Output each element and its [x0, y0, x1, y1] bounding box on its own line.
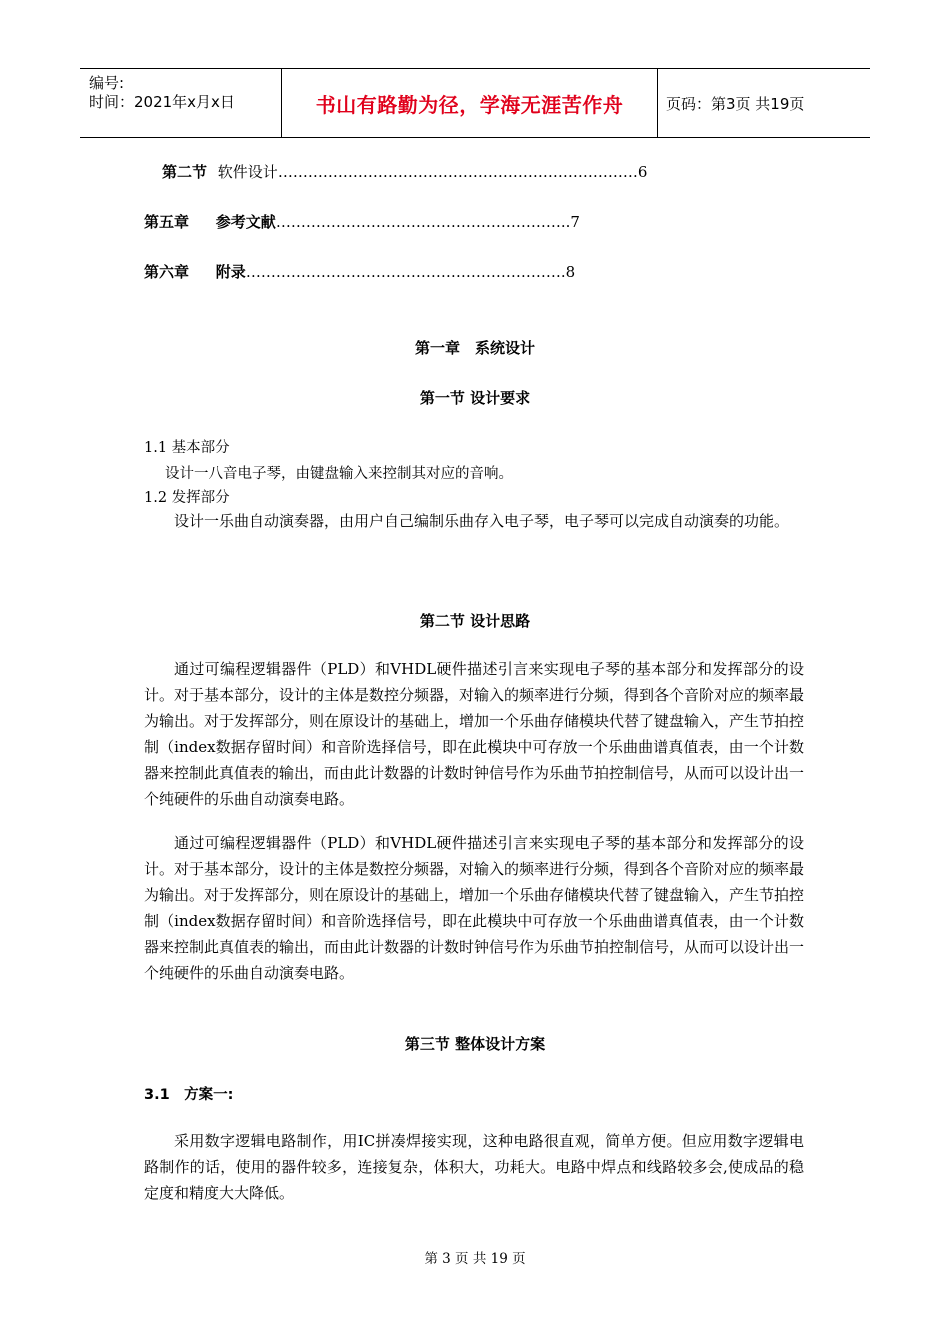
item-text-advanced: 设计一乐曲自动演奏器，由用户自己编制乐曲存入电子琴，电子琴可以完成自动演奏的功能。 [174, 512, 790, 530]
section-title-design-idea: 第二节 设计思路 [419, 612, 531, 630]
toc-dots: ………………………………………………….. [275, 213, 571, 231]
paragraph-plan-one: 采用数字逻辑电路制作，用IC拼凑焊接实现，这种电路很直观，简单方便。但应用数字逻辑电路制作的话，使用的器件较多，连接复杂，体积大，功耗大。电路中焊点和线路较多会,使成品的稳定度和精度大大降低。 [144, 1132, 804, 1202]
toc-dots: ………………………………………………………. [245, 263, 566, 281]
toc-page: 6 [637, 163, 648, 181]
section-title-overall-plan: 第三节 整体设计方案 [404, 1035, 546, 1053]
toc-entry-software-design [162, 161, 647, 182]
item-label-basic: 1.1 基本部分 [144, 440, 230, 456]
toc-entry-appendix [144, 261, 575, 282]
item-label-plan-one: 3.1 方案一: [144, 1087, 234, 1103]
toc-title: 附录 [215, 263, 246, 281]
header-motto: 书山有路勤为径，学海无涯苦作舟 [315, 92, 624, 117]
toc-page: 8 [565, 263, 576, 281]
doc-number-label: 编号: [89, 74, 125, 92]
header-motto-cell [282, 69, 658, 137]
item-label-advanced: 1.2 发挥部分 [144, 490, 230, 506]
header-meta-cell [80, 69, 282, 137]
chapter-title: 第一章 系统设计 [414, 339, 535, 357]
item-text-basic: 设计一八音电子琴，由键盘输入来控制其对应的音响。 [165, 466, 513, 482]
page-footer: 第 3 页 共 19 页 [424, 1251, 526, 1267]
toc-label: 第二节 [162, 163, 208, 181]
section-title-requirements: 第一节 设计要求 [419, 389, 531, 407]
toc-entry-references [144, 211, 580, 232]
toc-title: 参考文献 [215, 213, 276, 231]
page-header [80, 68, 870, 138]
toc-dots: ……………………………………………………………… [277, 163, 638, 181]
toc-label: 第六章 [144, 263, 190, 281]
toc-title: 软件设计 [217, 163, 278, 181]
header-page-cell [658, 69, 870, 137]
doc-time-label: 时间：2021年x月x日 [89, 93, 235, 111]
toc-label: 第五章 [144, 213, 190, 231]
toc-page: 7 [570, 213, 580, 231]
paragraph-design-idea-2: 通过可编程逻辑器件（PLD）和VHDL硬件描述引言来实现电子琴的基本部分和发挥部分的设计。对于基本部分，设计的主体是数控分频器，对输入的频率进行分频，得到各个音阶对应的频率最为输出。对于发挥部分，则在原设计的基础上，增加一个乐曲存储模块代替了键盘输入，产生节拍控制（index数据存留时间）和音阶选择信号，即在此模块中可存放一个乐曲曲谱真值表，由一个计数器来控制此真值表的输出，而由此计数器的计数时钟信号作为乐曲节拍控制信号，从而可以设计出一个纯硬件的乐曲自动演奏电路。 [144, 834, 805, 982]
header-page-code: 页码：第3页 共19页 [666, 94, 805, 113]
paragraph-design-idea-1: 通过可编程逻辑器件（PLD）和VHDL硬件描述引言来实现电子琴的基本部分和发挥部分的设计。对于基本部分，设计的主体是数控分频器，对输入的频率进行分频，得到各个音阶对应的频率最为输出。对于发挥部分，则在原设计的基础上，增加一个乐曲存储模块代替了键盘输入，产生节拍控制（index数据存留时间）和音阶选择信号，即在此模块中可存放一个乐曲曲谱真值表，由一个计数器来控制此真值表的输出，而由此计数器的计数时钟信号作为乐曲节拍控制信号，从而可以设计出一个纯硬件的乐曲自动演奏电路。 [144, 660, 805, 808]
